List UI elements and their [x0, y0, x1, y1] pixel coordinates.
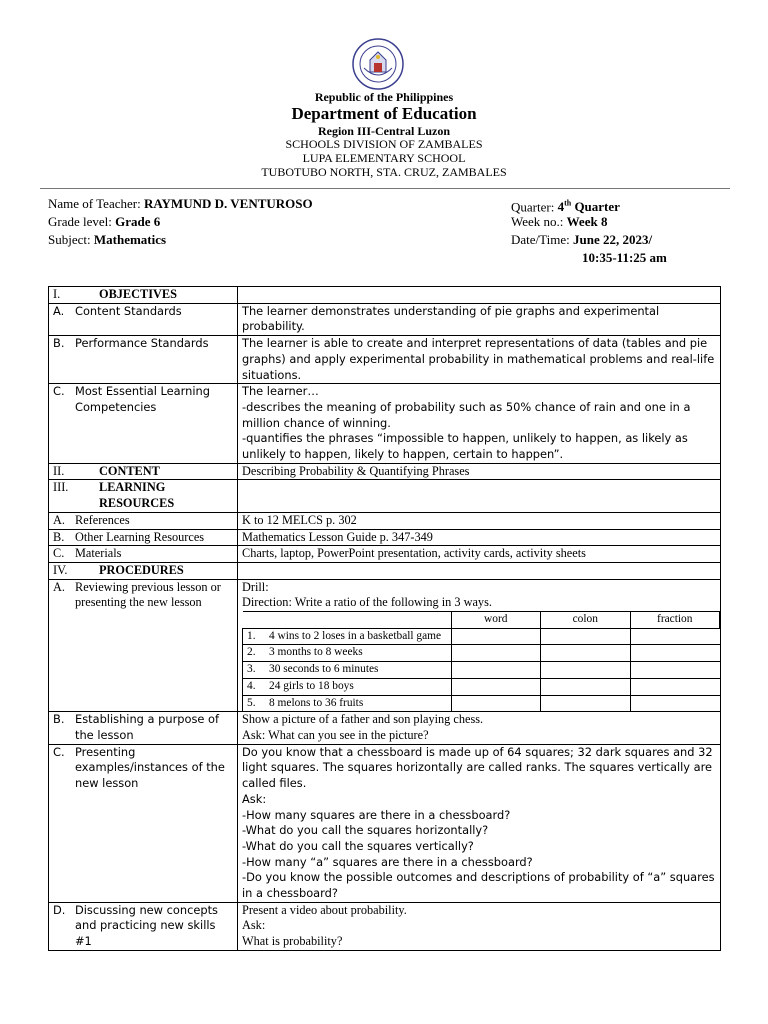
row-label: Materials: [75, 546, 122, 561]
column-header: fraction: [630, 612, 720, 629]
references-text: K to 12 MELCS p. 302: [238, 512, 721, 529]
answer-cell[interactable]: [630, 695, 720, 711]
column-header: word: [451, 612, 541, 629]
row-label: Content Standards: [75, 303, 182, 318]
answer-cell[interactable]: [451, 628, 541, 645]
table-row: 4. 24 girls to 18 boys: [243, 678, 720, 695]
content-text: Describing Probability & Quantifying Phrases: [238, 463, 721, 480]
republic-heading: Republic of the Philippines: [314, 90, 454, 104]
grade-line: Grade level: Grade 6: [48, 214, 161, 229]
section-objectives: OBJECTIVES: [99, 287, 177, 301]
table-row: C. Presenting examples/instances of the new lesson Do you know that a chessboard is made up of 64 squares; 32 dark squares and 32 light squares. The squares horizontally are called ranks. The squares vertically are called files. Ask: -How many squares are there in a chessboard? -What do you call the squares horizontally? -What do you call the squares vertically? -How many “a” squares are there in a chessboard? -Do you know the possible outcomes and descriptions of probability of “a” squares in a chessboard?: [49, 744, 721, 902]
answer-cell[interactable]: [541, 662, 631, 679]
ratio-item: 30 seconds to 6 minutes: [269, 663, 379, 676]
table-row: D. Discussing new concepts and practicing new skills #1 Present a video about probability. Ask: What is probability?: [49, 902, 721, 950]
table-row: 3. 30 seconds to 6 minutes: [243, 662, 720, 679]
subject-line: Subject: Mathematics: [48, 232, 167, 247]
row-label: References: [75, 512, 130, 527]
answer-cell[interactable]: [630, 662, 720, 679]
performance-standards-text: The learner is able to create and interpret representations of data (tables and pie graphs) and apply experimental probability in mathematical problems and real-life situations.: [238, 336, 721, 384]
answer-cell[interactable]: [451, 645, 541, 662]
review-cell: Drill: Direction: Write a ratio of the following in 3 ways. word colon fraction 1. 4 wins to 2 loses in a basketball game 2. 3 months to 8 weeks 3. 30 seconds to 6 minutes 4. 24 girls to 18 boys 5. 8 melons to 36 fruits: [238, 579, 721, 712]
table-row: A. References K to 12 MELCS p. 302: [49, 512, 721, 529]
table-row: C. Materials Charts, laptop, PowerPoint presentation, activity cards, activity sheets: [49, 546, 721, 563]
table-row: C. Most Essential Learning Competencies The learner… -describes the meaning of probability such as 50% chance of rain and one in a million chance of winning. -quantifies the phrases “impossible to happen, unlikely to happen, as likely as unlikely to happen, likely to happen, certain to happen”.: [49, 384, 721, 464]
competencies-text: The learner… -describes the meaning of probability such as 50% chance of rain and one in a million chance of winning. -quantifies the phrases “impossible to happen, unlikely to happen, as likely as unlikely to happen, likely to happen, certain to happen”.: [238, 384, 721, 464]
answer-cell[interactable]: [541, 695, 631, 711]
ratio-item: 4 wins to 2 loses in a basketball game: [269, 629, 442, 642]
ratio-item: 3 months to 8 weeks: [269, 646, 363, 659]
table-row: II. CONTENT Describing Probability & Quantifying Phrases: [49, 463, 721, 480]
answer-cell[interactable]: [451, 695, 541, 711]
table-row: I. OBJECTIVES: [49, 287, 721, 304]
table-row: B. Performance Standards The learner is able to create and interpret representations of data (tables and pie graphs) and apply experimental probability in mathematical problems and real-life situations.: [49, 336, 721, 384]
section-learning-resources: LEARNING RESOURCES: [99, 480, 175, 511]
row-label: Performance Standards: [75, 336, 209, 351]
region-heading: Region III-Central Luzon: [317, 124, 450, 138]
answer-cell[interactable]: [451, 662, 541, 679]
header-divider: [40, 188, 730, 189]
quarter-value: 4th Quarter: [557, 199, 620, 215]
answer-cell[interactable]: [630, 678, 720, 695]
table-row: III. LEARNING RESOURCES: [49, 480, 721, 512]
column-header: colon: [541, 612, 631, 629]
answer-cell[interactable]: [541, 678, 631, 695]
content-standards-text: The learner demonstrates understanding of pie graphs and experimental probability.: [238, 303, 721, 335]
purpose-text: Show a picture of a father and son playing chess. Ask: What can you see in the picture?: [238, 712, 721, 744]
table-row: A. Reviewing previous lesson or presenting the new lesson Drill: Direction: Write a ratio of the following in 3 ways. word colon fraction 1. 4 wins to 2 loses in a basketball game 2. 3 months to 8 weeks 3. 30 seconds to 6 minutes 4. 24 girls to 18 boys 5. 8 melons to 36 fruits: [49, 579, 721, 712]
row-label: Other Learning Resources: [75, 529, 205, 544]
section-procedures: PROCEDURES: [99, 562, 184, 577]
teacher-line: Name of Teacher: RAYMUND D. VENTUROSO: [48, 196, 313, 211]
answer-cell[interactable]: [630, 628, 720, 645]
answer-cell[interactable]: [541, 645, 631, 662]
answer-cell[interactable]: [451, 678, 541, 695]
table-row: IV. PROCEDURES: [49, 562, 721, 579]
discussing-text: Present a video about probability. Ask: What is probability?: [238, 902, 721, 950]
row-label: Establishing a purpose of the lesson: [75, 712, 220, 742]
other-resources-text: Mathematics Lesson Guide p. 347-349: [238, 529, 721, 546]
division-heading: SCHOOLS DIVISION OF ZAMBALES: [285, 137, 483, 151]
datetime-line: Date/Time: June 22, 2023/: [511, 232, 653, 247]
answer-cell[interactable]: [541, 628, 631, 645]
ratio-item: 24 girls to 18 boys: [269, 679, 354, 692]
ratio-item: 8 melons to 36 fruits: [269, 696, 364, 709]
row-label: Most Essential Learning Competencies: [75, 384, 210, 414]
grade-value: Grade 6: [115, 214, 161, 229]
row-label: Presenting examples/instances of the new lesson: [75, 744, 225, 791]
address-heading: TUBOTUBO NORTH, STA. CRUZ, ZAMBALES: [261, 165, 507, 179]
table-row: B. Other Learning Resources Mathematics Lesson Guide p. 347-349: [49, 529, 721, 546]
ratio-table: [242, 611, 720, 711]
teacher-name: RAYMUND D. VENTUROSO: [143, 196, 313, 211]
time-line: [582, 249, 667, 267]
date-value: June 22, 2023/: [573, 232, 653, 247]
table-row: 5. 8 melons to 36 fruits: [243, 695, 720, 711]
department-heading: Department of Education: [291, 104, 477, 123]
table-row: A. Content Standards The learner demonstrates understanding of pie graphs and experimental probability.: [49, 303, 721, 335]
deped-seal-logo: [352, 38, 404, 90]
subject-value: Mathematics: [93, 232, 167, 247]
quarter-line: Quarter: 4th Quarter: [511, 199, 620, 215]
table-row: 2. 3 months to 8 weeks: [243, 645, 720, 662]
materials-text: Charts, laptop, PowerPoint presentation, activity cards, activity sheets: [238, 546, 721, 563]
table-row: 1. 4 wins to 2 loses in a basketball game: [243, 628, 720, 645]
row-label: Reviewing previous lesson or presenting the new lesson: [75, 579, 221, 610]
week-value: Week 8: [566, 214, 608, 229]
lesson-plan-table: [48, 286, 721, 951]
examples-text: Do you know that a chessboard is made up of 64 squares; 32 dark squares and 32 light squares. The squares horizontally are called ranks. The squares vertically are called files. Ask: -How many squares are there in a chessboard? -What do you call the squares horizontally? -What do you call the squares vertically? -How many “a” squares are there in a chessboard? -Do you know the possible outcomes and descriptions of probability of “a” squares in a chessboard?: [238, 744, 721, 902]
row-label: Discussing new concepts and practicing new skills #1: [75, 902, 218, 949]
answer-cell[interactable]: [630, 645, 720, 662]
week-line: Week no.: Week 8: [511, 214, 608, 229]
time-value: 10:35-11:25 am: [582, 250, 667, 265]
table-row: B. Establishing a purpose of the lesson Show a picture of a father and son playing chess. Ask: What can you see in the picture?: [49, 712, 721, 744]
school-heading: LUPA ELEMENTARY SCHOOL: [302, 151, 466, 165]
table-row: [243, 612, 720, 629]
section-content: CONTENT: [99, 463, 160, 478]
